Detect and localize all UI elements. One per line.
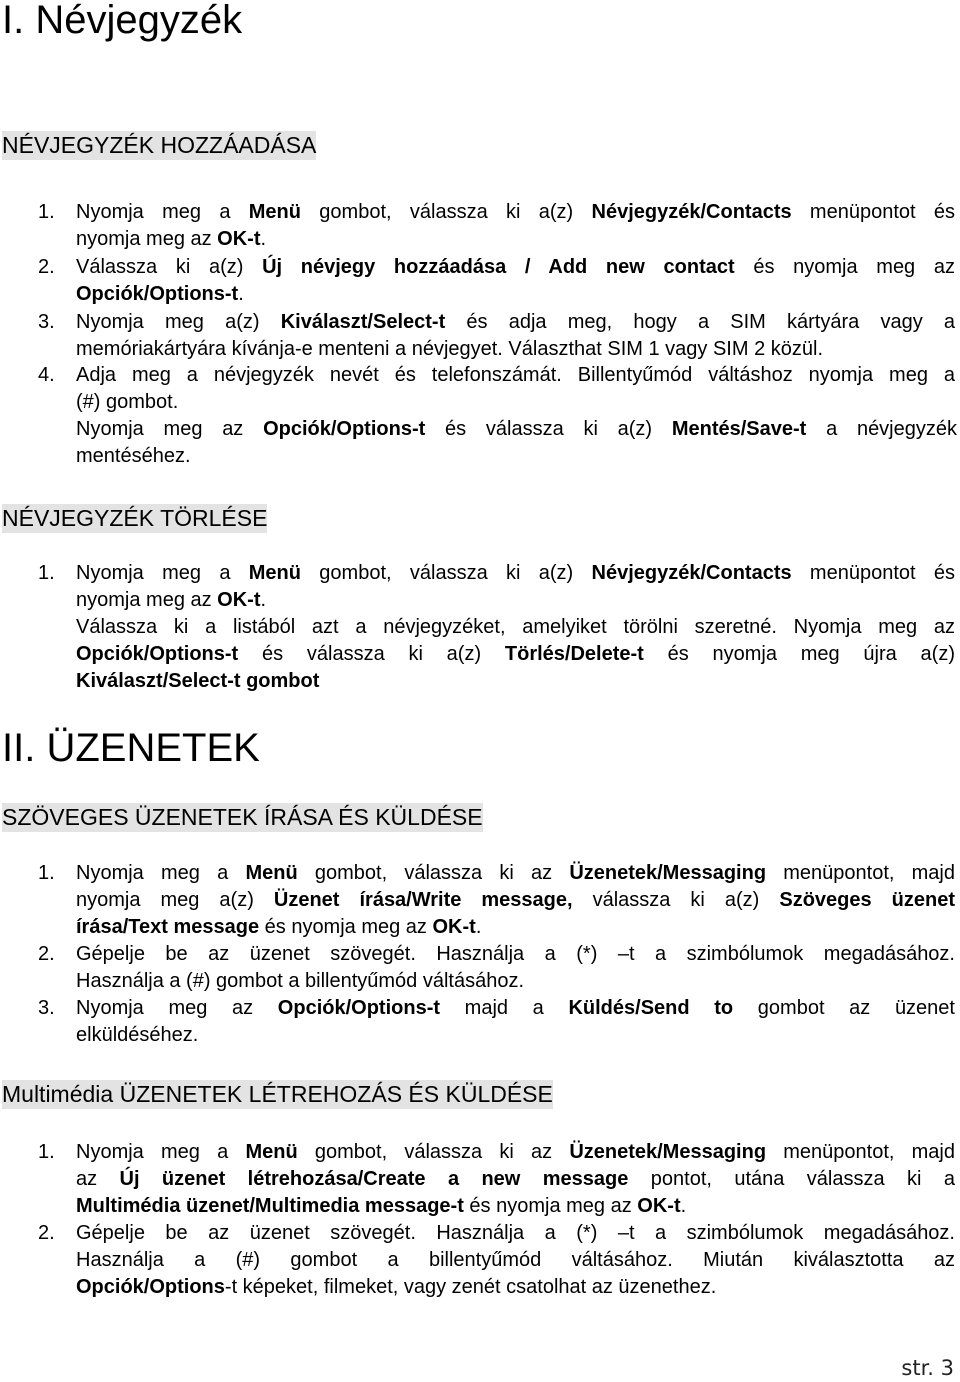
paragraph: Nyomja meg az Opciók/Options-t és válassza ki a(z) Mentés/Save-t a névjegyzék mentéséhez. [76, 418, 957, 467]
section-heading: NÉVJEGYZÉK TÖRLÉSE [2, 505, 268, 531]
section-heading: NÉVJEGYZÉK HOZZÁADÁSA [2, 132, 317, 158]
page-number: str. 3 [901, 1356, 954, 1380]
document-page: I. Névjegyzék NÉVJEGYZÉK HOZZÁADÁSA 1. Nyomja meg a Menü gombot, válassza ki a(z) Névjegyzék/Contacts menüpontot és nyomja meg az OK-t. 2. Válassza ki a(z) Új névjegy hozzáadása / Add new contact és nyomja meg az Opciók/Options-t. 3. Nyomja meg a(z) Kiválaszt/Select-t és adja meg, hogy a SIM kártyára vagy a memóriakártyára kívánja-e menteni a névjegyet. Választhat SIM 1 vagy SIM 2 közül. 4. Adja meg a névjegyzék nevét és telefonszámát. Billentyűmód váltáshoz nyomja meg a (#) gombot. Nyomja meg az Opciók/Options-t és válassza ki a(z) Mentés/Save-t a névjegyzék mentéséhez. NÉVJEGYZÉK TÖRLÉSE 1. Nyomja meg a Menü gombot, válassza ki a(z) Névjegyzék/Contacts menüpontot és nyomja meg az OK-t. Válassza ki a listából azt a névjegyzéket, amelyiket törölni szeretné. Nyomja meg az Opciók/Options-t és válassza ki a(z) Törlés/Delete-t és nyomja meg újra a(z) Kiválaszt/Select-t gombot II. ÜZENETEK SZÖVEGES ÜZENETEK ÍRÁSA ÉS KÜLDÉSE 1. Nyomja meg a Menü gombot, válassza ki az Üzenetek/Messaging menüpontot, majd nyomja meg a(z) Üzenet írása/Write message, válassza ki a(z) Szöveges üzenet írása/Text message és nyomja meg az OK-t. 2. Gépelje be az üzenet szövegét. Használja a (*) –t a szimbólumok megadásához. Használja a (#) gombot a billentyűmód váltásához. 3. Nyomja meg az Opciók/Options-t majd a Küldés/Send to gombot az üzenet elküldéséhez. Multimédia ÜZENETEK LÉTREHOZÁS ÉS KÜLDÉSE 1. Nyomja meg a Menü gombot, válassza ki az Üzenetek/Messaging menüpontot, majd az Új üzenet létrehozása/Create a new message pontot, utána válassza ki a Multimédia üzenet/Multimedia message-t és nyomja meg az OK-t. 2. Gépelje be az üzenet szövegét. Használja a (*) –t a szimbólumok megadásához. Használja a (#) gombot a billentyűmód váltásához. Miután kiválasztotta az Opciók/Options-t képeket, filmeket, vagy zenét csatolhat az üzenethez. str. 3 [2, 0, 957, 1380]
section-heading: SZÖVEGES ÜZENETEK ÍRÁSA ÉS KÜLDÉSE [2, 804, 483, 830]
chapter-title: I. Névjegyzék [2, 0, 243, 42]
section-heading: Multimédia ÜZENETEK LÉTREHOZÁS ÉS KÜLDÉSE [2, 1081, 553, 1107]
chapter-title: II. ÜZENETEK [2, 726, 260, 770]
